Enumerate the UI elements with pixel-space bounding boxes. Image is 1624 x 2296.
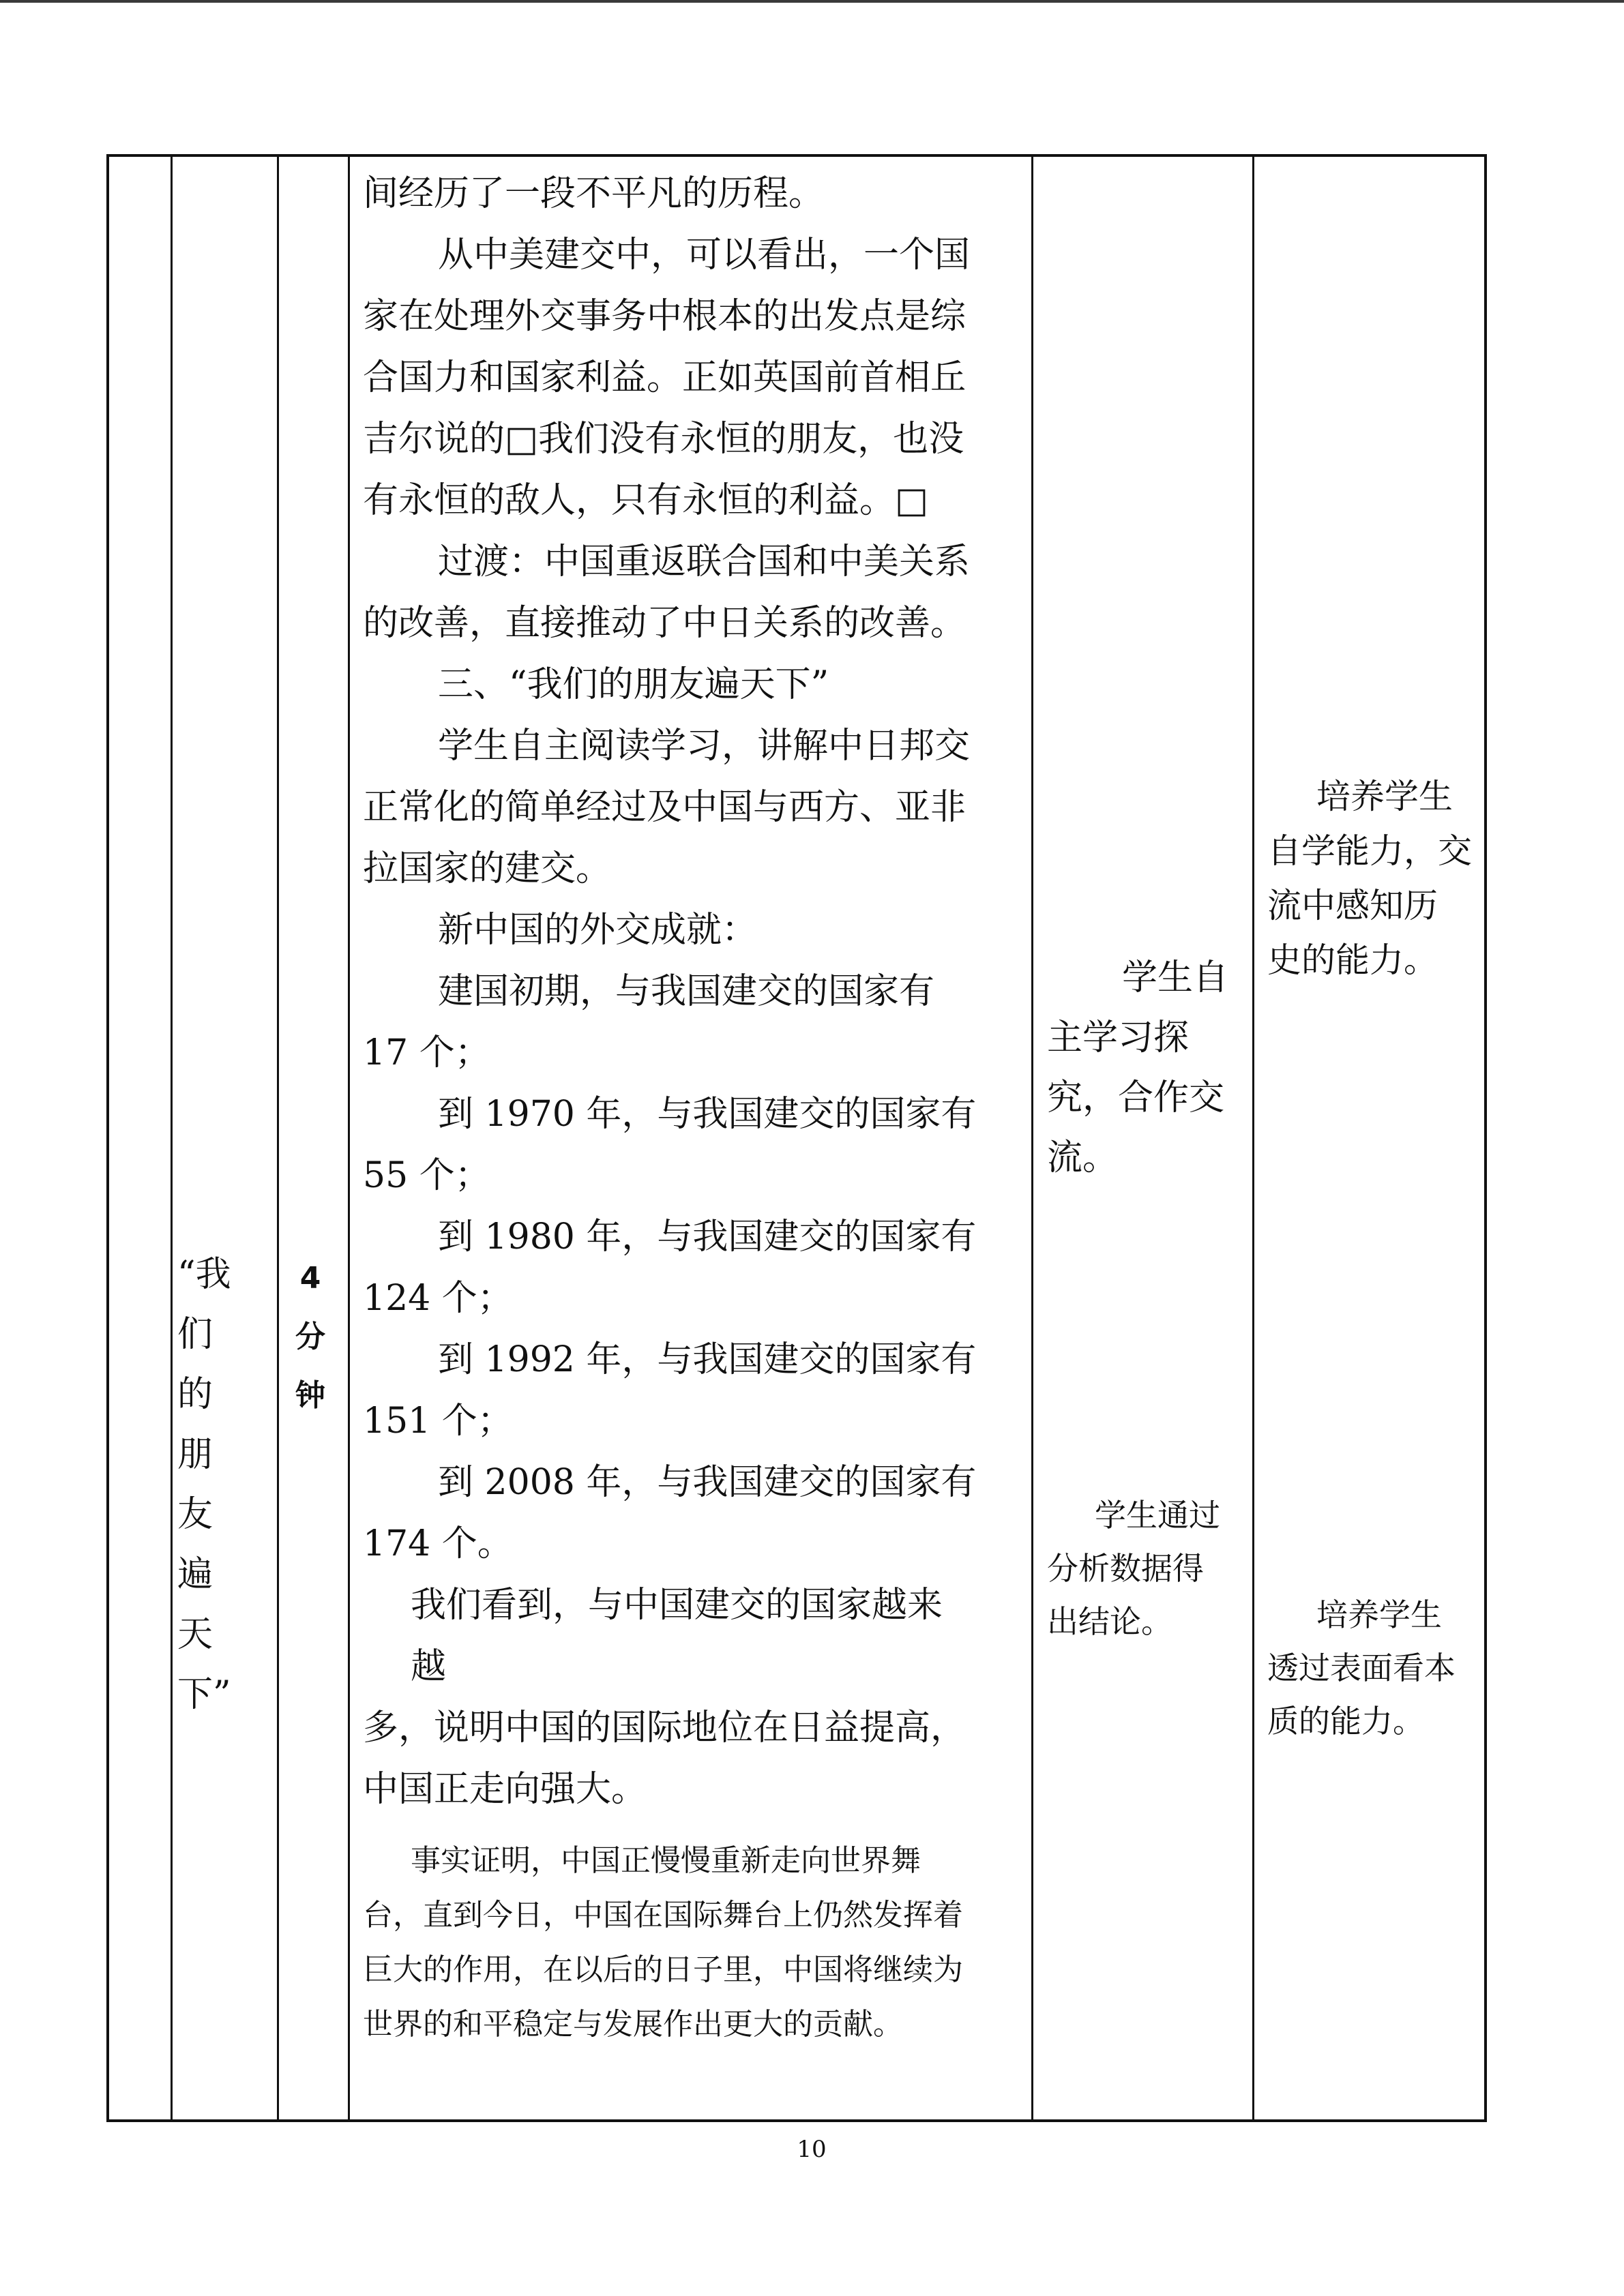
intent-line: 流中感知历: [1267, 886, 1438, 925]
content-line: 我们看到，与中国建交的国家越来: [411, 1585, 943, 1626]
content-line: 中国正走向强大。: [363, 1769, 647, 1810]
section-title-char: 的: [177, 1374, 213, 1415]
activity-line: 主学习探: [1047, 1017, 1190, 1058]
activity-line: 流。: [1047, 1137, 1119, 1178]
intent-line: 培养学生: [1316, 1596, 1442, 1633]
content-line: 到 1980 年，与我国建交的国家有: [438, 1217, 977, 1257]
duration-char: 钟: [295, 1378, 325, 1413]
design-intent-cell: [1267, 769, 1472, 987]
intent-line: 培养学生: [1316, 777, 1453, 816]
content-line: 有永恒的敌人，只有永恒的利益。□: [363, 480, 929, 521]
page-top-border: [0, 0, 1624, 3]
content-line: 151 个；: [363, 1401, 513, 1442]
section-title-char: 天: [177, 1614, 213, 1655]
content-note-line: 事实证明，中国正慢慢重新走向世界舞: [411, 1843, 921, 1878]
section-title-char: 们: [177, 1314, 213, 1355]
content-line: 17 个；: [363, 1032, 490, 1073]
content-line: 拉国家的建交。: [363, 848, 612, 889]
content-line: 55 个；: [363, 1155, 490, 1196]
content-line: 过渡：中国重返联合国和中美关系: [438, 541, 971, 582]
design-intent-cell: [1267, 1588, 1472, 1748]
content-line: 家在处理外交事务中根本的出发点是综: [363, 296, 966, 337]
content-line: 建国初期，与我国建交的国家有: [438, 971, 935, 1012]
content-line: 多，说明中国的国际地位在日益提高，: [363, 1708, 966, 1748]
student-activity-cell: [1047, 948, 1252, 1188]
table-divider-1: [171, 157, 173, 2119]
section-title-char: 朋: [177, 1434, 213, 1475]
section-title-char: 友: [177, 1494, 213, 1535]
section-title-char: 下”: [177, 1674, 231, 1715]
content-line: 新中国的外交成就：: [438, 910, 758, 951]
content-line: 间经历了一段不平凡的历程。: [363, 173, 825, 214]
intent-line: 质的能力。: [1267, 1703, 1424, 1740]
content-line: 到 1970 年，与我国建交的国家有: [438, 1094, 977, 1135]
teaching-content-cell: [254, 154, 1018, 2122]
content-line: 的改善，直接推动了中日关系的改善。: [363, 603, 966, 644]
content-line: 174 个。: [363, 1523, 513, 1564]
table-divider-4: [1031, 157, 1033, 2119]
section-title-char: 遍: [177, 1554, 213, 1595]
activity-line: 学生通过: [1095, 1497, 1220, 1534]
intent-line: 自学能力，交: [1267, 831, 1472, 871]
intent-line: 透过表面看本: [1267, 1650, 1456, 1686]
activity-line: 学生自: [1122, 957, 1229, 998]
content-line: 吉尔说的□我们没有永恒的朋友，也没: [363, 419, 964, 460]
content-note-line: 世界的和平稳定与发展作出更大的贡献。: [363, 2007, 903, 2042]
content-line: 到 2008 年，与我国建交的国家有: [438, 1462, 977, 1503]
content-note-line: 巨大的作用，在以后的日子里，中国将继续为: [363, 1952, 963, 1987]
section-title-char: “我: [177, 1254, 231, 1295]
table-divider-5: [1252, 157, 1254, 2119]
content-line: 学生自主阅读学习，讲解中日邦交: [438, 726, 971, 766]
activity-line: 出结论。: [1047, 1603, 1172, 1640]
content-line: 正常化的简单经过及中国与西方、亚非: [363, 787, 966, 828]
content-line: 三、“我们的朋友遍天下”: [438, 664, 829, 705]
content-line: 合国力和国家利益。正如英国前首相丘: [363, 357, 966, 398]
intent-line: 史的能力。: [1267, 940, 1438, 980]
content-line: 到 1992 年，与我国建交的国家有: [438, 1339, 977, 1380]
duration-char: 分: [295, 1320, 325, 1354]
activity-line: 分析数据得: [1047, 1550, 1204, 1587]
content-line: 124 个；: [363, 1278, 513, 1319]
page-number: 10: [797, 2136, 827, 2163]
duration-char: 4: [299, 1261, 321, 1296]
content-line: 从中美建交中，可以看出，一个国: [438, 235, 971, 275]
activity-line: 究，合作交: [1047, 1077, 1225, 1118]
content-note-line: 台，直到今日，中国在国际舞台上仍然发挥着: [363, 1898, 963, 1933]
content-line: 越: [411, 1646, 447, 1687]
student-activity-cell: [1047, 1489, 1252, 1648]
